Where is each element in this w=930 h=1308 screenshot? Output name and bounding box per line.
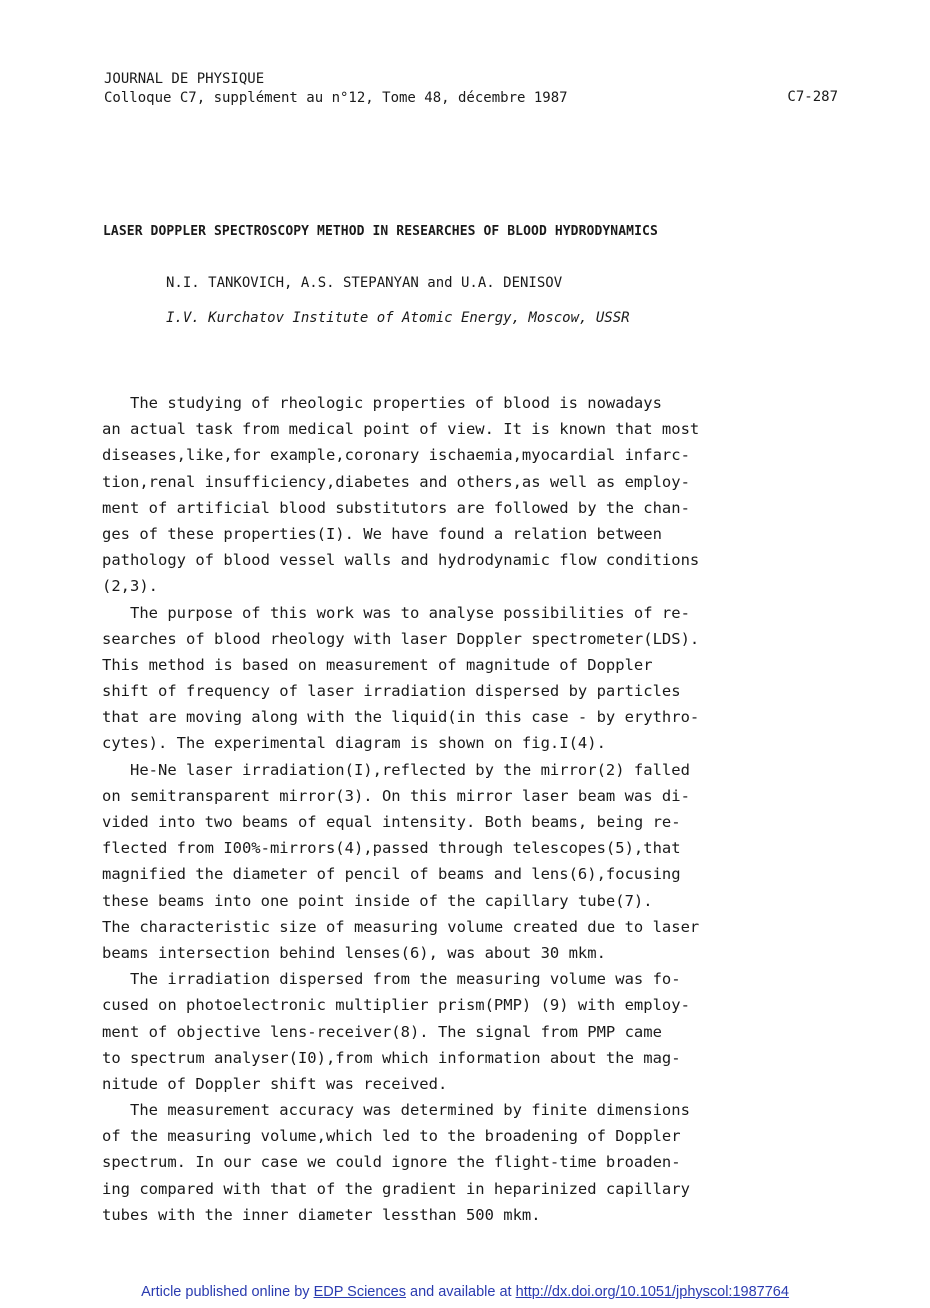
body-line: The irradiation dispersed from the measuring volume was fo- (102, 970, 681, 989)
body-line: tubes with the inner diameter lessthan 500 mkm. (102, 1205, 541, 1224)
body-line: an actual task from medical point of view. It is known that most (102, 420, 700, 439)
article-authors: N.I. TANKOVICH, A.S. STEPANYAN and U.A. DENISOV (166, 275, 563, 291)
journal-name: JOURNAL DE PHYSIQUE (104, 71, 265, 87)
body-line: ment of objective lens-receiver(8). The signal from PMP came (102, 1022, 662, 1041)
body-line: searches of blood rheology with laser Doppler spectrometer(LDS). (102, 629, 700, 648)
body-line: The purpose of this work was to analyse possibilities of re- (102, 603, 690, 622)
body-line: ment of artificial blood substitutors are followed by the chan- (102, 498, 690, 517)
article-body (102, 390, 802, 1228)
body-line: magnified the diameter of pencil of beams and lens(6),focusing (102, 865, 681, 884)
body-line: of the measuring volume,which led to the broadening of Doppler (102, 1127, 681, 1146)
article-title: LASER DOPPLER SPECTROSCOPY METHOD IN RESEARCHES OF BLOOD HYDRODYNAMICS (103, 224, 658, 239)
body-line: nitude of Doppler shift was received. (102, 1074, 448, 1093)
body-line: that are moving along with the liquid(in this case - by erythro- (102, 708, 700, 727)
journal-header (104, 70, 568, 108)
footer-prefix: Article published online by (141, 1284, 314, 1300)
page-code: C7-287 (787, 89, 838, 105)
body-line: pathology of blood vessel walls and hydrodynamic flow conditions (102, 551, 700, 570)
publisher-link[interactable]: EDP Sciences (313, 1284, 406, 1300)
body-line: on semitransparent mirror(3). On this mirror laser beam was di- (102, 786, 690, 805)
body-line: flected from I00%-mirrors(4),passed through telescopes(5),that (102, 839, 681, 858)
body-line: vided into two beams of equal intensity. Both beams, being re- (102, 813, 681, 831)
body-line: spectrum. In our case we could ignore the flight-time broaden- (102, 1153, 681, 1172)
body-line: beams intersection behind lenses(6), was about 30 mkm. (102, 943, 606, 962)
footer-notice (0, 1284, 930, 1300)
body-line: cused on photoelectronic multiplier prism(PMP) (9) with employ- (102, 996, 690, 1015)
article-affiliation: I.V. Kurchatov Institute of Atomic Energy, Moscow, USSR (166, 310, 630, 326)
body-line: (2,3). (102, 577, 158, 596)
body-line: shift of frequency of laser irradiation dispersed by particles (102, 682, 681, 701)
footer-middle: and available at (405, 1284, 516, 1300)
body-line: The characteristic size of measuring volume created due to laser (102, 917, 700, 936)
body-line: these beams into one point inside of the capillary tube(7). (102, 891, 653, 910)
body-line: tion,renal insufficiency,diabetes and others,as well as employ- (102, 472, 690, 491)
body-line: The measurement accuracy was determined by finite dimensions (102, 1101, 690, 1120)
body-line: He-Ne laser irradiation(I),reflected by the mirror(2) falled (102, 760, 690, 779)
colloque-line: Colloque C7, supplément au n°12, Tome 48, décembre 1987 (104, 90, 568, 106)
body-line: ges of these properties(I). We have found a relation between (102, 524, 662, 543)
body-line: This method is based on measurement of magnitude of Doppler (102, 655, 653, 674)
body-line: cytes). The experimental diagram is shown on fig.I(4). (102, 734, 606, 753)
doi-link[interactable]: http://dx.doi.org/10.1051/jphyscol:1987764 (515, 1284, 789, 1300)
body-line: diseases,like,for example,coronary ischaemia,myocardial infarc- (102, 446, 690, 465)
body-line: ing compared with that of the gradient in heparinized capillary (102, 1179, 690, 1198)
body-line: to spectrum analyser(I0),from which information about the mag- (102, 1048, 681, 1067)
body-line: The studying of rheologic properties of blood is nowadays (102, 394, 662, 412)
